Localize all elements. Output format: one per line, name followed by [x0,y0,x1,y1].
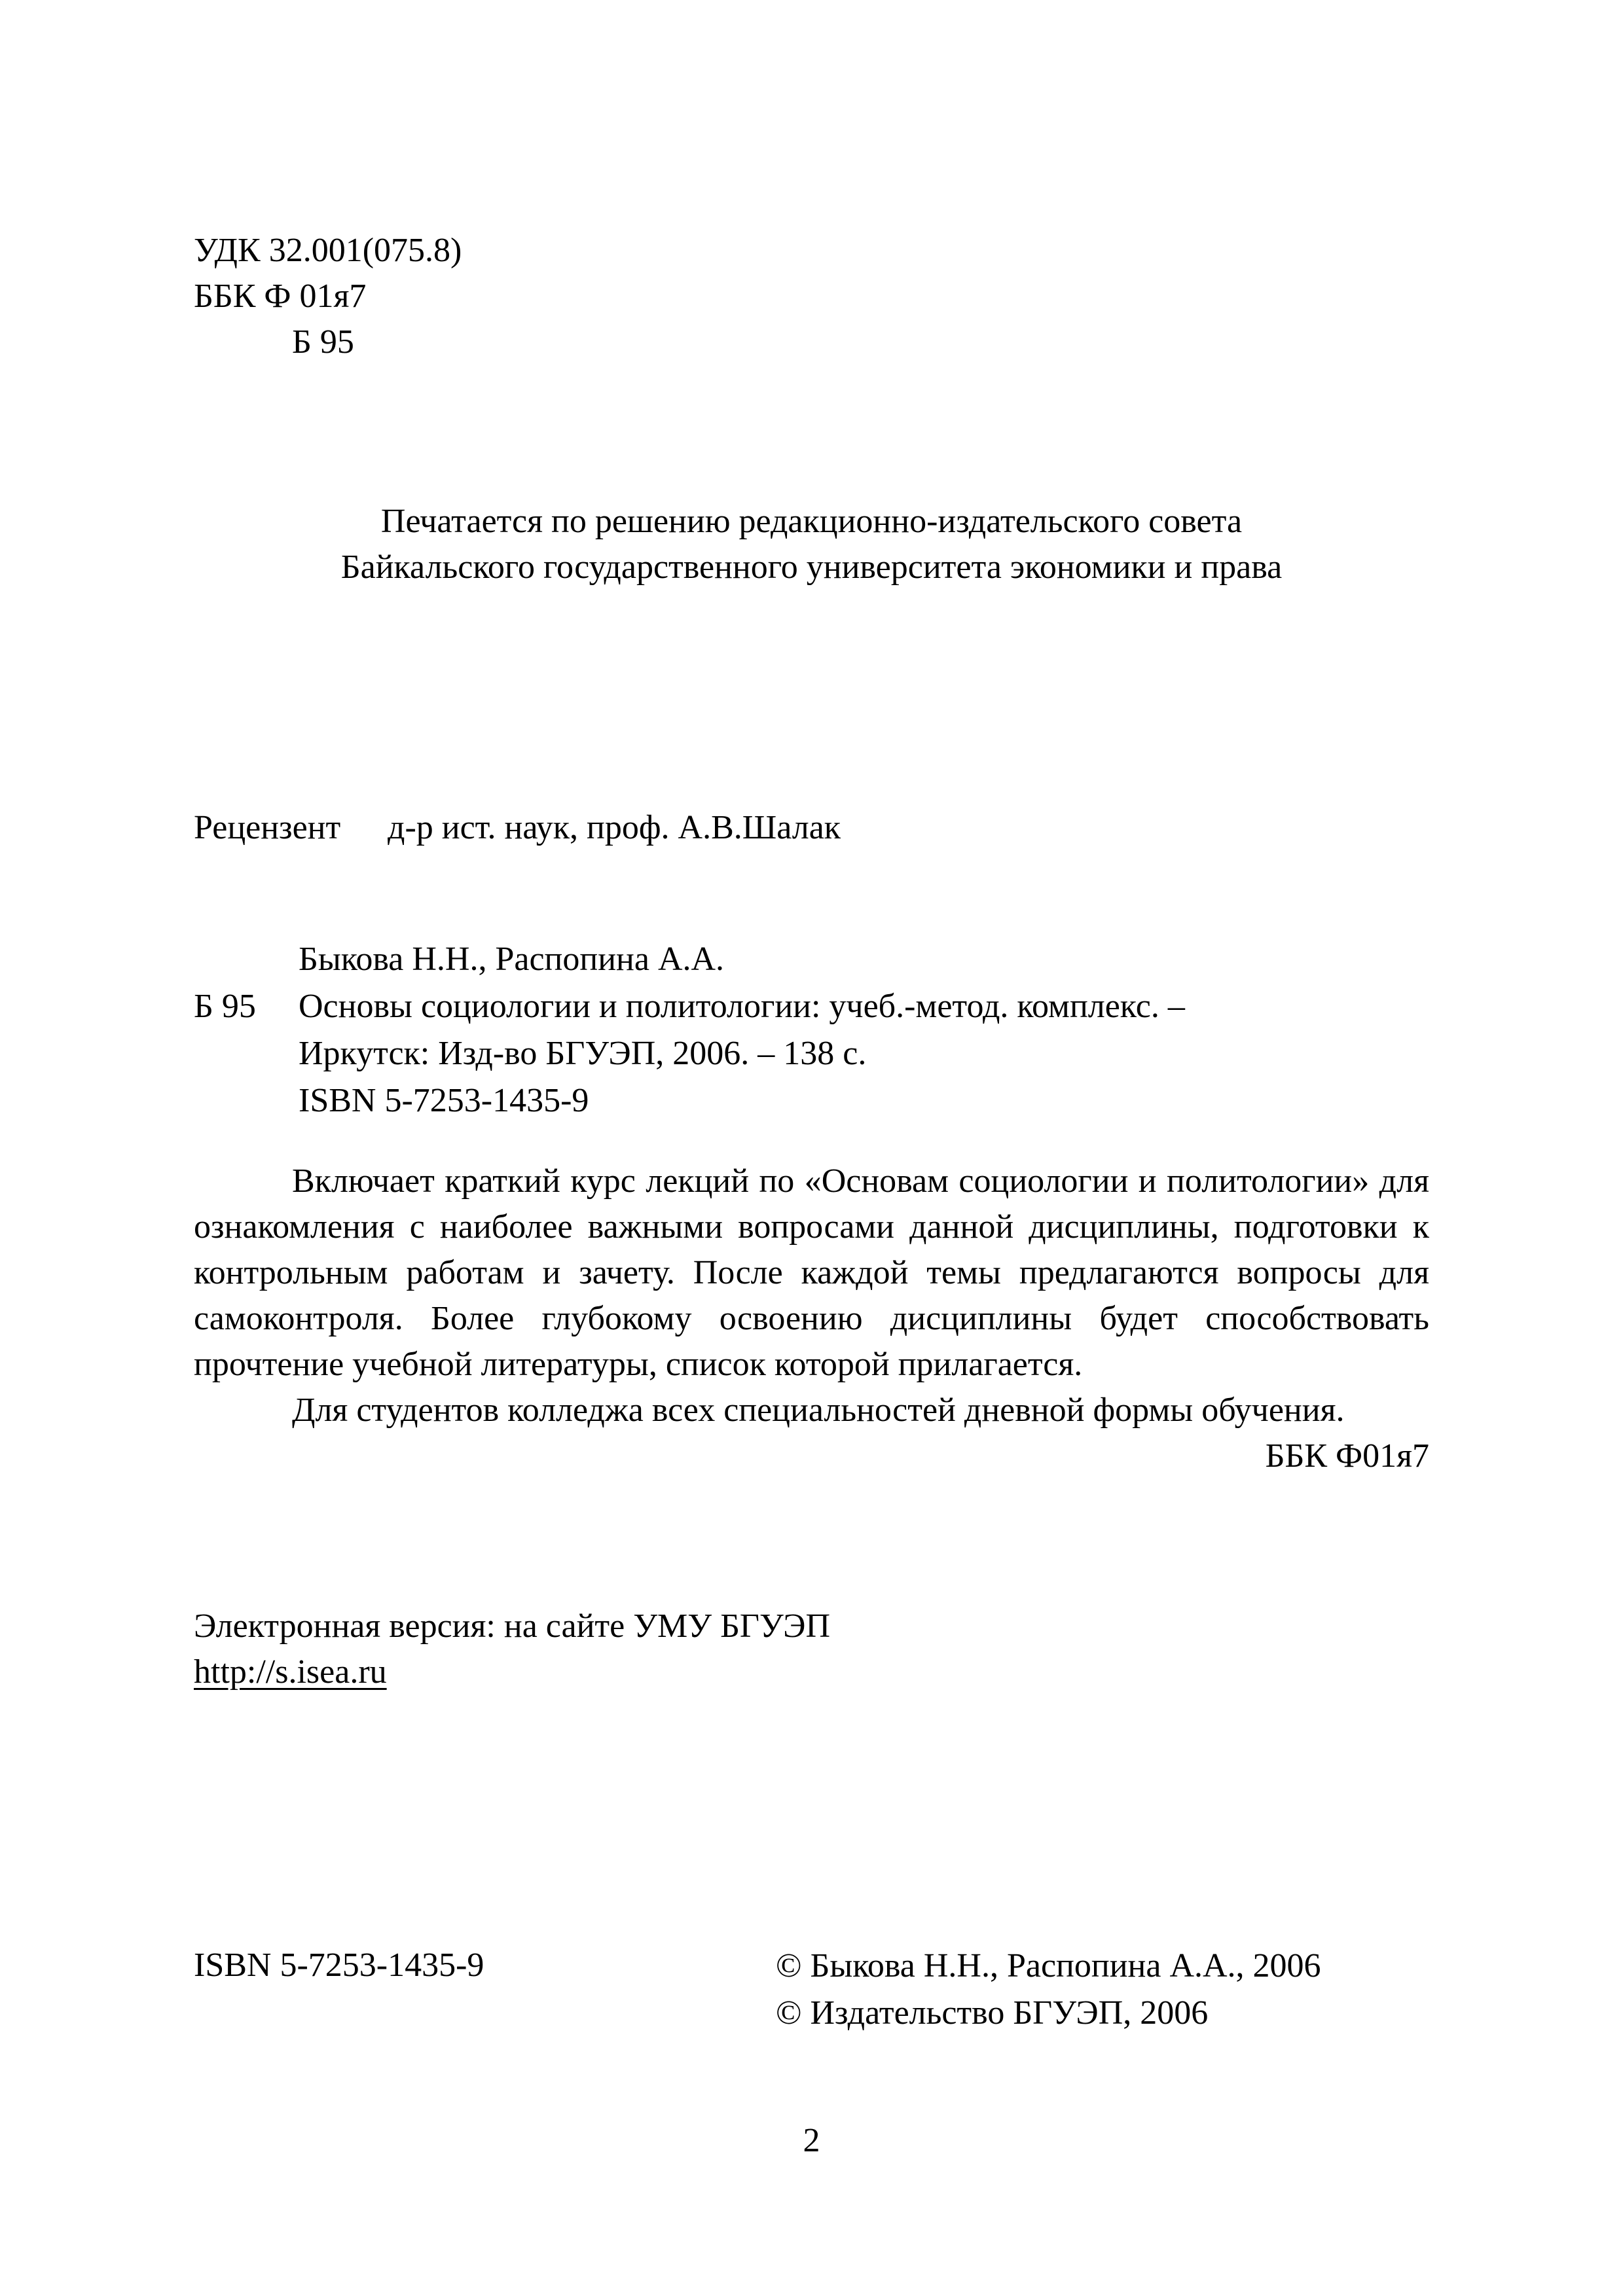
reviewer-line [194,805,841,851]
author-mark: Б 95 [292,323,354,361]
biblio-isbn: ISBN 5-7253-1435-9 [299,1082,589,1119]
copyright-authors: © Быкова Н.Н., Распопина А.А., 2006 [776,1947,1321,1984]
classification-indexes [194,228,462,365]
reviewer-label: Рецензент [194,809,341,846]
biblio-imprint: Иркутск: Изд-во БГУЭП, 2006. – 138 с. [299,1035,867,1072]
approval-line-1: Печатается по решению редакционно-издательского совета [380,503,1243,540]
copyright-notices [776,1943,1321,2037]
annotation-paragraph-1: Включает краткий курс лекций по «Основам социологии и политологии» для ознакомления с наиболее важными вопросами данной дисциплины, подготовки к контрольным работам и зачету. После каждой темы предлагаются вопросы для самоконтроля. Более глубокому освоению дисциплины будет способствовать прочтение учебной литературы, список которой прилагается. [194,1162,1429,1383]
biblio-code: Б 95 [194,988,256,1025]
biblio-title: Основы социологии и политологии: учеб.-метод. комплекс. – [299,988,1185,1025]
electronic-url-link[interactable]: http://s.isea.ru [194,1653,387,1691]
annotation-bbk: ББК Ф01я7 [1265,1437,1429,1475]
approval-line-2: Байкальского государственного университета экономики и права [340,548,1283,586]
electronic-version [194,1604,830,1695]
page-number: 2 [803,2122,820,2159]
reviewer-value: д-р ист. наук, проф. А.В.Шалак [388,809,841,846]
biblio-authors: Быкова Н.Н., Распопина А.А. [299,941,725,978]
bbk-index: ББК Ф 01я7 [194,278,367,315]
annotation-paragraph-2: Для студентов колледжа всех специальностей дневной формы обучения. [292,1391,1345,1429]
footer-isbn: ISBN 5-7253-1435-9 [194,1946,484,1984]
publication-approval [0,499,1623,590]
electronic-label: Электронная версия: на сайте УМУ БГУЭП [194,1607,831,1645]
copyright-publisher: © Издательство БГУЭП, 2006 [776,1994,1209,2032]
udk-index: УДК 32.001(075.8) [194,232,462,269]
annotation [194,1158,1429,1479]
